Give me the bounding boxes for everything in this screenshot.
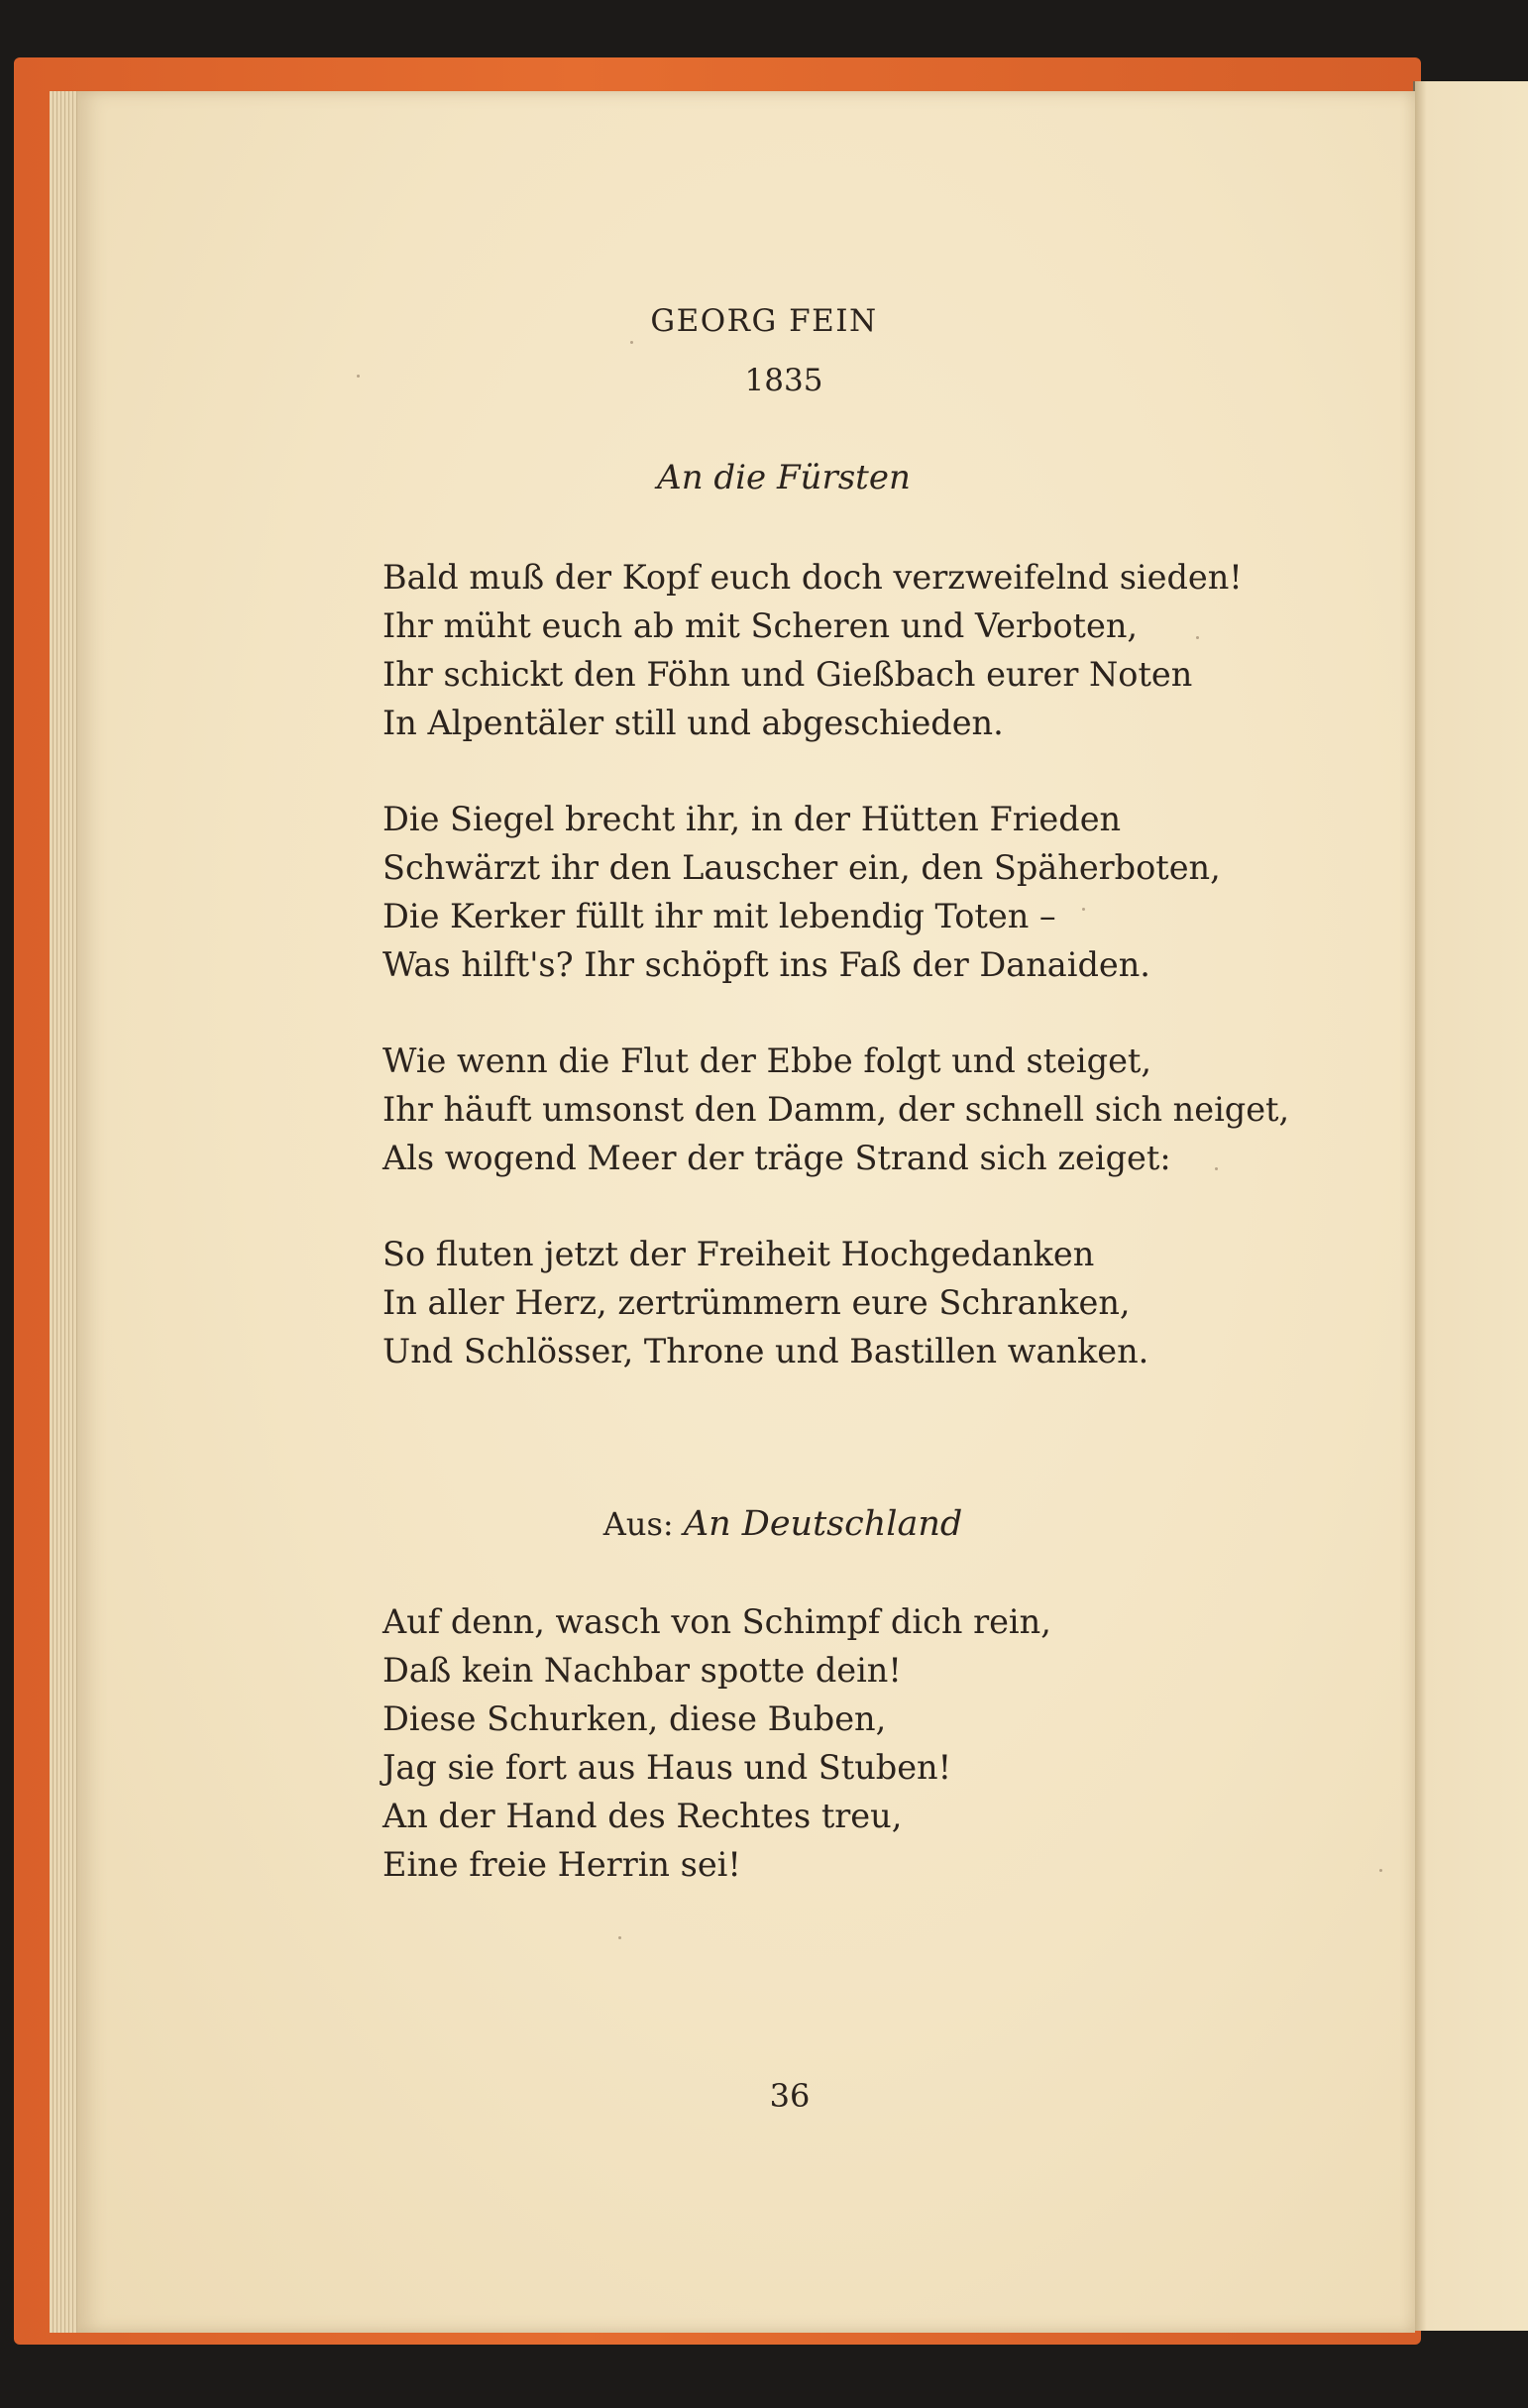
stanza-3 xyxy=(382,1037,1289,1182)
paper-speck xyxy=(1196,636,1199,639)
poem-line: In aller Herz, zertrümmern eure Schranken, xyxy=(382,1283,1131,1322)
paper-speck xyxy=(357,375,360,378)
poem-line: Bald muß der Kopf euch doch verzweifelnd sieden! xyxy=(382,558,1243,597)
poem-line: In Alpentäler still und abgeschieden. xyxy=(382,704,1004,742)
poem-line: Und Schlösser, Throne und Bastillen wanken. xyxy=(382,1332,1149,1370)
excerpt-stanza xyxy=(382,1597,1051,1889)
poem-line: Die Siegel brecht ihr, in der Hütten Frieden xyxy=(382,800,1122,838)
adjacent-page xyxy=(1413,81,1528,2331)
year-heading: 1835 xyxy=(744,363,823,398)
paper-speck xyxy=(618,1936,621,1939)
stanza-4 xyxy=(382,1230,1148,1375)
stanza-1 xyxy=(382,553,1243,747)
poem-line: Diese Schurken, diese Buben, xyxy=(382,1699,887,1738)
poem-line: Schwärzt ihr den Lauscher ein, den Späherboten, xyxy=(382,848,1221,887)
poem-line: Als wogend Meer der träge Strand sich zeiget: xyxy=(382,1139,1171,1177)
paper-speck xyxy=(1082,908,1085,911)
poem-line: Eine freie Herrin sei! xyxy=(382,1845,741,1884)
paper-speck xyxy=(1379,1869,1382,1872)
stanza-2 xyxy=(382,795,1221,989)
paper-speck xyxy=(630,341,633,344)
poem-line: Wie wenn die Flut der Ebbe folgt und steiget, xyxy=(382,1041,1152,1080)
poem-line: Die Kerker füllt ihr mit lebendig Toten – xyxy=(382,897,1056,935)
poem-line: So fluten jetzt der Freiheit Hochgedanken xyxy=(382,1235,1095,1273)
poem-line: Jag sie fort aus Haus und Stuben! xyxy=(382,1748,952,1787)
poem-title: An die Fürsten xyxy=(657,458,911,497)
excerpt-prefix: Aus: xyxy=(602,1505,674,1543)
poem-line: Daß kein Nachbar spotte dein! xyxy=(382,1651,902,1690)
poem-line: Ihr schickt den Föhn und Gießbach eurer Noten xyxy=(382,655,1193,694)
poem-line: An der Hand des Rechtes treu, xyxy=(382,1797,903,1835)
excerpt-heading xyxy=(0,1504,1528,1544)
poem-line: Ihr häuft umsonst den Damm, der schnell sich neiget, xyxy=(382,1090,1290,1129)
paper-speck xyxy=(1215,1167,1218,1170)
book-page xyxy=(77,91,1415,2333)
poem-line: Ihr müht euch ab mit Scheren und Verboten, xyxy=(382,606,1139,645)
page-number: 36 xyxy=(769,2077,811,2115)
poem-line: Was hilft's? Ihr schöpft ins Faß der Danaiden. xyxy=(382,945,1150,984)
author-heading: GEORG FEIN xyxy=(650,303,878,339)
poem-line: Auf denn, wasch von Schimpf dich rein, xyxy=(382,1602,1051,1641)
excerpt-title: An Deutschland xyxy=(683,1504,963,1544)
